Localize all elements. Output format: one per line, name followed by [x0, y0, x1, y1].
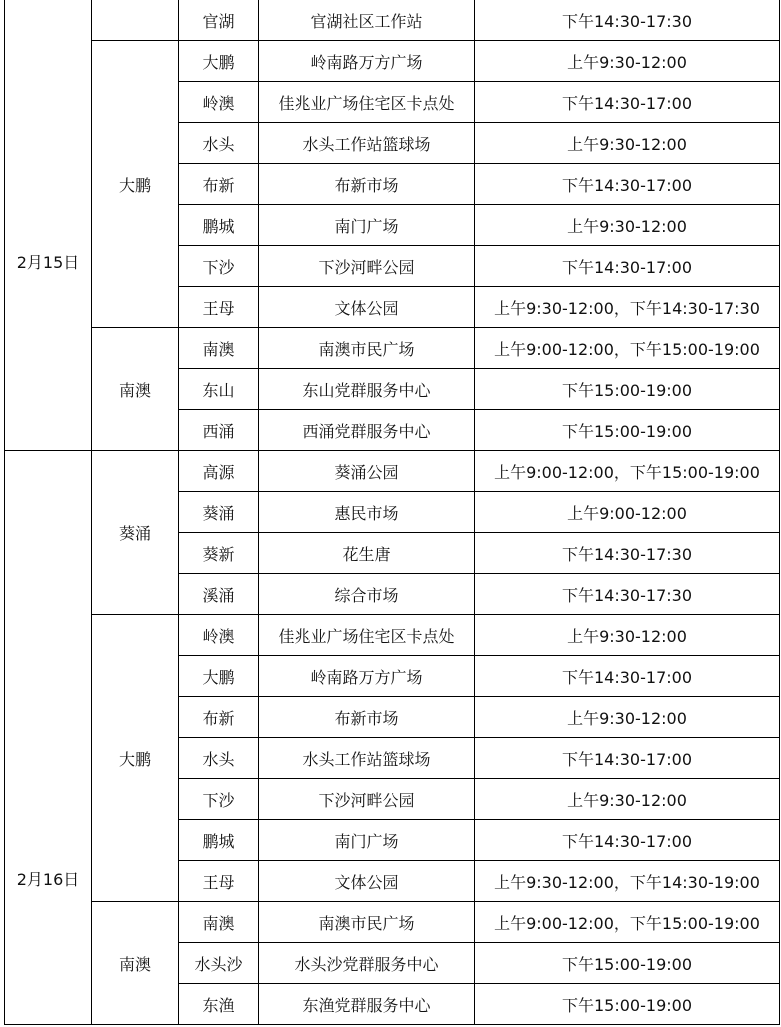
site-cell: 葵涌公园 [259, 451, 475, 492]
site-cell: 岭南路万方广场 [259, 41, 475, 82]
time-cell: 下午14:30-17:00 [475, 820, 780, 861]
time-cell: 下午14:30-17:00 [475, 164, 780, 205]
community-cell: 王母 [179, 287, 259, 328]
office-cell: 大鹏 [92, 615, 179, 902]
site-cell: 文体公园 [259, 861, 475, 902]
time-cell: 上午9:30-12:00 [475, 779, 780, 820]
community-cell: 西涌 [179, 410, 259, 451]
site-cell: 东渔党群服务中心 [259, 984, 475, 1025]
community-cell: 大鹏 [179, 41, 259, 82]
site-cell: 下沙河畔公园 [259, 246, 475, 287]
time-cell: 下午14:30-17:00 [475, 738, 780, 779]
community-cell: 东渔 [179, 984, 259, 1025]
time-cell: 下午14:30-17:00 [475, 656, 780, 697]
date-cell [5, 0, 92, 451]
community-cell: 布新 [179, 697, 259, 738]
time-cell: 下午15:00-19:00 [475, 410, 780, 451]
time-cell: 上午9:30-12:00 [475, 123, 780, 164]
site-cell: 佳兆业广场住宅区卡点处 [259, 82, 475, 123]
office-cell [92, 0, 179, 41]
site-cell: 水头沙党群服务中心 [259, 943, 475, 984]
time-cell: 下午15:00-19:00 [475, 943, 780, 984]
site-cell: 水头工作站篮球场 [259, 123, 475, 164]
community-cell: 东山 [179, 369, 259, 410]
community-cell: 下沙 [179, 779, 259, 820]
community-cell: 葵涌 [179, 492, 259, 533]
community-cell: 大鹏 [179, 656, 259, 697]
date-cell [5, 451, 92, 1025]
time-cell: 下午14:30-17:00 [475, 82, 780, 123]
time-cell: 下午14:30-17:30 [475, 574, 780, 615]
time-cell: 上午9:00-12:00，下午15:00-19:00 [475, 451, 780, 492]
office-cell: 南澳 [92, 328, 179, 451]
site-cell: 布新市场 [259, 697, 475, 738]
table-row [5, 328, 780, 369]
site-cell: 西涌党群服务中心 [259, 410, 475, 451]
time-cell: 下午14:30-17:00 [475, 246, 780, 287]
site-cell: 综合市场 [259, 574, 475, 615]
site-cell: 岭南路万方广场 [259, 656, 475, 697]
table-row [5, 615, 780, 656]
time-cell: 下午15:00-19:00 [475, 984, 780, 1025]
community-cell: 岭澳 [179, 82, 259, 123]
schedule-body [5, 0, 780, 1025]
time-cell: 上午9:30-12:00 [475, 205, 780, 246]
community-cell: 南澳 [179, 902, 259, 943]
date-label: 2月15日 [16, 252, 80, 272]
site-cell: 南门广场 [259, 820, 475, 861]
community-cell: 岭澳 [179, 615, 259, 656]
site-cell: 水头工作站篮球场 [259, 738, 475, 779]
community-cell: 水头 [179, 738, 259, 779]
office-cell: 葵涌 [92, 451, 179, 615]
community-cell: 南澳 [179, 328, 259, 369]
site-cell: 南澳市民广场 [259, 328, 475, 369]
time-cell: 上午9:30-12:00 [475, 615, 780, 656]
table-row [5, 41, 780, 82]
time-cell: 下午14:30-17:30 [475, 533, 780, 574]
community-cell: 水头 [179, 123, 259, 164]
time-cell: 下午14:30-17:30 [475, 0, 780, 41]
office-cell: 南澳 [92, 902, 179, 1025]
table-row [5, 902, 780, 943]
time-cell: 上午9:00-12:00，下午15:00-19:00 [475, 328, 780, 369]
site-cell: 下沙河畔公园 [259, 779, 475, 820]
community-cell: 王母 [179, 861, 259, 902]
date-label: 2月16日 [16, 870, 80, 889]
office-cell: 大鹏 [92, 41, 179, 328]
site-cell: 官湖社区工作站 [259, 0, 475, 41]
site-cell: 南澳市民广场 [259, 902, 475, 943]
community-cell: 布新 [179, 164, 259, 205]
site-cell: 南门广场 [259, 205, 475, 246]
community-cell: 官湖 [179, 0, 259, 41]
time-cell: 下午15:00-19:00 [475, 369, 780, 410]
time-cell: 上午9:30-12:00 [475, 41, 780, 82]
site-cell: 东山党群服务中心 [259, 369, 475, 410]
table-row [5, 0, 780, 41]
community-cell: 鹏城 [179, 205, 259, 246]
community-cell: 下沙 [179, 246, 259, 287]
site-cell: 文体公园 [259, 287, 475, 328]
time-cell: 上午9:30-12:00，下午14:30-17:30 [475, 287, 780, 328]
time-cell: 上午9:00-12:00 [475, 492, 780, 533]
time-cell: 上午9:30-12:00 [475, 697, 780, 738]
community-cell: 溪涌 [179, 574, 259, 615]
community-cell: 水头沙 [179, 943, 259, 984]
site-cell: 花生唐 [259, 533, 475, 574]
table-row [5, 451, 780, 492]
time-cell: 上午9:30-12:00，下午14:30-19:00 [475, 861, 780, 902]
site-cell: 惠民市场 [259, 492, 475, 533]
testing-site-schedule-table [4, 0, 780, 1025]
community-cell: 鹏城 [179, 820, 259, 861]
site-cell: 布新市场 [259, 164, 475, 205]
community-cell: 高源 [179, 451, 259, 492]
time-cell: 上午9:00-12:00，下午15:00-19:00 [475, 902, 780, 943]
site-cell: 佳兆业广场住宅区卡点处 [259, 615, 475, 656]
community-cell: 葵新 [179, 533, 259, 574]
